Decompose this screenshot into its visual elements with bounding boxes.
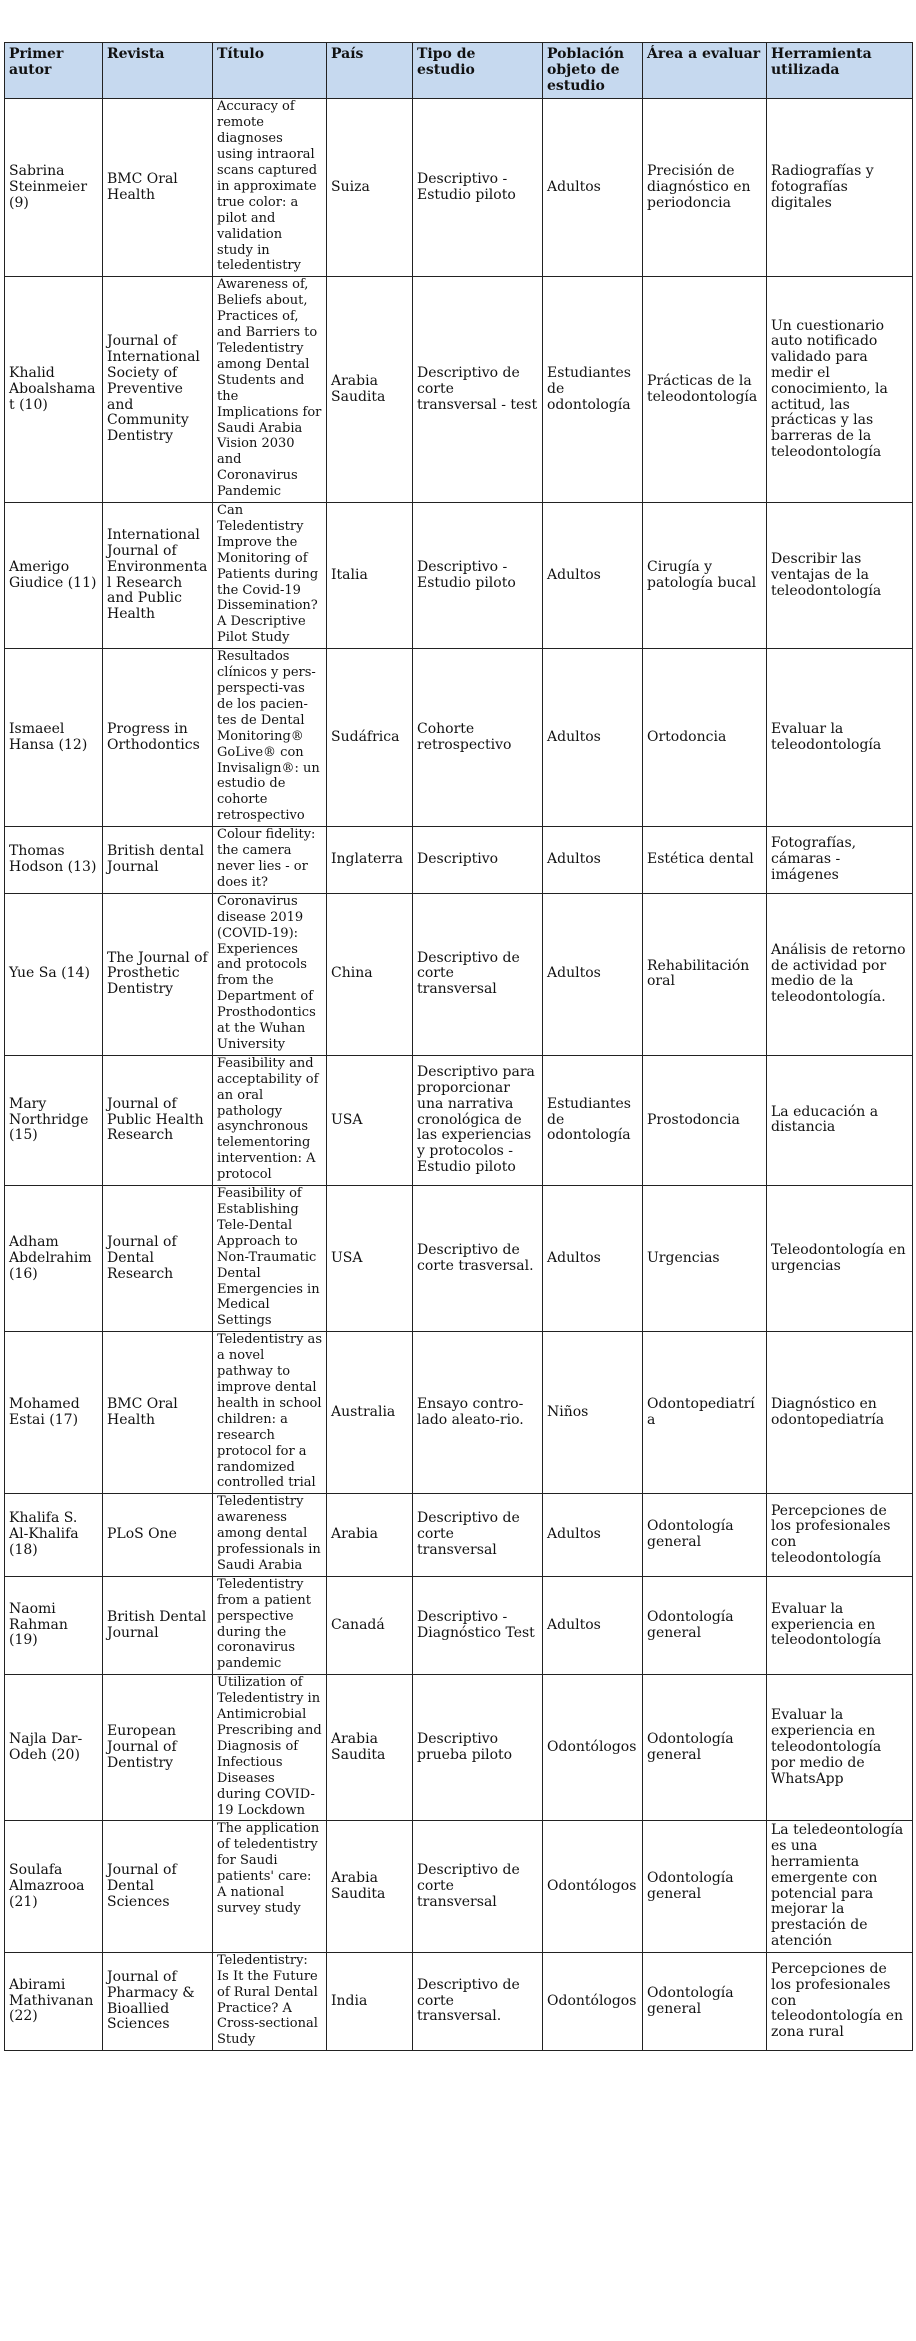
cell-revista: British dental Journal [103, 827, 213, 894]
cell-herramienta: Diagnóstico en odontopediatría [767, 1332, 913, 1494]
cell-pais: Arabia [327, 1494, 413, 1577]
cell-pais: India [327, 1952, 413, 2050]
table-row [5, 1494, 913, 1577]
cell-autor: Adham Abdelrahim (16) [5, 1186, 103, 1332]
cell-herramienta: Percepciones de los profesionales con teleodontología [767, 1494, 913, 1577]
cell-area: Odontología general [643, 1821, 767, 1952]
cell-autor: Khalid Aboalshamat (10) [5, 277, 103, 503]
cell-herramienta: Evaluar la experiencia en teleodontología [767, 1576, 913, 1674]
cell-tipo: Descriptivo - Diagnóstico Test [413, 1576, 543, 1674]
cell-titulo: Teledentistry awareness among dental professionals in Saudi Arabia [213, 1494, 327, 1577]
header-poblacion: Población objeto de estudio [543, 43, 643, 99]
cell-revista: British Dental Journal [103, 1576, 213, 1674]
cell-tipo: Descriptivo de corte transversal [413, 1494, 543, 1577]
table-row [5, 1055, 913, 1185]
cell-herramienta: Análisis de retorno de actividad por medio de la teleodontología. [767, 893, 913, 1055]
cell-herramienta: Percepciones de los profesionales con teleodontología en zona rural [767, 1952, 913, 2050]
cell-autor: Thomas Hodson (13) [5, 827, 103, 894]
cell-area: Rehabilitación oral [643, 893, 767, 1055]
table-row [5, 1186, 913, 1332]
cell-revista: International Journal of Environmental Research and Public Health [103, 503, 213, 649]
cell-herramienta: Evaluar la experiencia en teleodontología por medio de WhatsApp [767, 1675, 913, 1821]
cell-poblacion: Adultos [543, 893, 643, 1055]
header-herramienta: Herramienta utilizada [767, 43, 913, 99]
cell-titulo: Coronavirus disease 2019 (COVID-19): Experiences and protocols from the Department of Prosthodontics at the Wuhan University [213, 893, 327, 1055]
cell-autor: Abirami Mathivanan (22) [5, 1952, 103, 2050]
header-row [5, 43, 913, 99]
cell-pais: China [327, 893, 413, 1055]
table-row [5, 893, 913, 1055]
cell-area: Odontología general [643, 1675, 767, 1821]
cell-revista: Journal of International Society of Preventive and Community Dentistry [103, 277, 213, 503]
cell-autor: Ismaeel Hansa (12) [5, 649, 103, 827]
cell-pais: Arabia Saudita [327, 277, 413, 503]
cell-tipo: Descriptivo de corte trasversal. [413, 1186, 543, 1332]
cell-revista: Journal of Dental Sciences [103, 1821, 213, 1952]
cell-herramienta: Evaluar la teleodontología [767, 649, 913, 827]
cell-pais: Canadá [327, 1576, 413, 1674]
cell-poblacion: Adultos [543, 503, 643, 649]
cell-herramienta: Describir las ventajas de la teleodontología [767, 503, 913, 649]
cell-autor: Khalifa S. Al-Khalifa (18) [5, 1494, 103, 1577]
cell-pais: Inglaterra [327, 827, 413, 894]
cell-poblacion: Estudiantes de odontología [543, 277, 643, 503]
cell-revista: Journal of Pharmacy & Bioallied Sciences [103, 1952, 213, 2050]
cell-poblacion: Niños [543, 1332, 643, 1494]
cell-tipo: Descriptivo prueba piloto [413, 1675, 543, 1821]
table-row [5, 1675, 913, 1821]
cell-titulo: Feasibility and acceptability of an oral pathology asynchronous telementoring intervention: A protocol [213, 1055, 327, 1185]
cell-revista: European Journal of Dentistry [103, 1675, 213, 1821]
cell-area: Estética dental [643, 827, 767, 894]
cell-revista: The Journal of Prosthetic Dentistry [103, 893, 213, 1055]
cell-titulo: Resultados clínicos y pers-perspecti-vas de los pacien-tes de Dental Monitoring® GoLive® con Invisalign®: un estudio de cohorte retrospectivo [213, 649, 327, 827]
cell-pais: Arabia Saudita [327, 1821, 413, 1952]
cell-revista: Journal of Public Health Research [103, 1055, 213, 1185]
cell-revista: Progress in Orthodontics [103, 649, 213, 827]
cell-revista: BMC Oral Health [103, 99, 213, 277]
cell-titulo: Teledentistry: Is It the Future of Rural Dental Practice? A Cross-sectional Study [213, 1952, 327, 2050]
cell-poblacion: Adultos [543, 1186, 643, 1332]
cell-pais: Italia [327, 503, 413, 649]
cell-tipo: Descriptivo - Estudio piloto [413, 503, 543, 649]
cell-tipo: Descriptivo - Estudio piloto [413, 99, 543, 277]
cell-poblacion: Adultos [543, 827, 643, 894]
cell-autor: Mohamed Estai (17) [5, 1332, 103, 1494]
header-tipo: Tipo de estudio [413, 43, 543, 99]
cell-pais: USA [327, 1186, 413, 1332]
cell-revista: BMC Oral Health [103, 1332, 213, 1494]
header-area: Área a evaluar [643, 43, 767, 99]
cell-titulo: Teledentistry as a novel pathway to improve dental health in school children: a research protocol for a randomized controlled trial [213, 1332, 327, 1494]
header-titulo: Título [213, 43, 327, 99]
cell-area: Cirugía y patología bucal [643, 503, 767, 649]
cell-herramienta: Teleodontología en urgencias [767, 1186, 913, 1332]
table-row [5, 503, 913, 649]
cell-tipo: Descriptivo de corte transversal [413, 1821, 543, 1952]
cell-pais: USA [327, 1055, 413, 1185]
cell-herramienta: La educación a distancia [767, 1055, 913, 1185]
cell-autor: Naomi Rahman (19) [5, 1576, 103, 1674]
table-row [5, 1821, 913, 1952]
table-row [5, 1332, 913, 1494]
cell-poblacion: Odontólogos [543, 1675, 643, 1821]
table-row [5, 649, 913, 827]
header-revista: Revista [103, 43, 213, 99]
cell-titulo: Utilization of Teledentistry in Antimicrobial Prescribing and Diagnosis of Infectious Diseases during COVID-19 Lockdown [213, 1675, 327, 1821]
cell-area: Urgencias [643, 1186, 767, 1332]
cell-autor: Najla Dar-Odeh (20) [5, 1675, 103, 1821]
cell-autor: Sabrina Steinmeier (9) [5, 99, 103, 277]
cell-pais: Sudáfrica [327, 649, 413, 827]
cell-pais: Australia [327, 1332, 413, 1494]
cell-area: Prostodoncia [643, 1055, 767, 1185]
cell-revista: PLoS One [103, 1494, 213, 1577]
cell-titulo: Colour fidelity: the camera never lies - or does it? [213, 827, 327, 894]
cell-poblacion: Estudiantes de odontología [543, 1055, 643, 1185]
cell-area: Ortodoncia [643, 649, 767, 827]
cell-pais: Suiza [327, 99, 413, 277]
cell-autor: Amerigo Giudice (11) [5, 503, 103, 649]
cell-poblacion: Odontólogos [543, 1952, 643, 2050]
cell-poblacion: Adultos [543, 1494, 643, 1577]
cell-autor: Mary Northridge (15) [5, 1055, 103, 1185]
cell-tipo: Descriptivo [413, 827, 543, 894]
cell-area: Prácticas de la teleodontología [643, 277, 767, 503]
cell-autor: Yue Sa (14) [5, 893, 103, 1055]
table-row [5, 1576, 913, 1674]
cell-autor: Soulafa Almazrooa (21) [5, 1821, 103, 1952]
header-autor: Primer autor [5, 43, 103, 99]
cell-area: Odontología general [643, 1952, 767, 2050]
cell-tipo: Cohorte retrospectivo [413, 649, 543, 827]
cell-herramienta: Fotografías, cámaras - imágenes [767, 827, 913, 894]
cell-poblacion: Adultos [543, 1576, 643, 1674]
cell-titulo: The application of teledentistry for Saudi patients' care: A national survey study [213, 1821, 327, 1952]
cell-area: Precisión de diagnóstico en periodoncia [643, 99, 767, 277]
cell-titulo: Can Teledentistry Improve the Monitoring of Patients during the Covid-19 Dissemination? A Descriptive Pilot Study [213, 503, 327, 649]
cell-titulo: Accuracy of remote diagnoses using intraoral scans captured in approximate true color: a pilot and validation study in teledentistry [213, 99, 327, 277]
cell-poblacion: Adultos [543, 649, 643, 827]
cell-herramienta: La teledeontología es una herramienta emergente con potencial para mejorar la prestación de atención [767, 1821, 913, 1952]
cell-titulo: Awareness of, Beliefs about, Practices of, and Barriers to Teledentistry among Dental Students and the Implications for Saudi Arabia Vision 2030 and Coronavirus Pandemic [213, 277, 327, 503]
cell-revista: Journal of Dental Research [103, 1186, 213, 1332]
cell-herramienta: Un cuestionario auto notificado validado para medir el conocimiento, la actitud, las prácticas y las barreras de la teleodontología [767, 277, 913, 503]
cell-tipo: Descriptivo de corte transversal. [413, 1952, 543, 2050]
cell-titulo: Feasibility of Establishing Tele-Dental Approach to Non-Traumatic Dental Emergencies in Medical Settings [213, 1186, 327, 1332]
table-row [5, 277, 913, 503]
cell-herramienta: Radiografías y fotografías digitales [767, 99, 913, 277]
cell-tipo: Descriptivo de corte transversal - test [413, 277, 543, 503]
header-pais: País [327, 43, 413, 99]
cell-area: Odontología general [643, 1494, 767, 1577]
studies-table [4, 42, 913, 2051]
cell-area: Odontología general [643, 1576, 767, 1674]
table-row [5, 99, 913, 277]
cell-poblacion: Adultos [543, 99, 643, 277]
cell-tipo: Descriptivo de corte transversal [413, 893, 543, 1055]
cell-area: Odontopediatría [643, 1332, 767, 1494]
table-row [5, 827, 913, 894]
cell-poblacion: Odontólogos [543, 1821, 643, 1952]
cell-pais: Arabia Saudita [327, 1675, 413, 1821]
cell-titulo: Teledentistry from a patient perspective during the coronavirus pandemic [213, 1576, 327, 1674]
cell-tipo: Ensayo contro-lado aleato-rio. [413, 1332, 543, 1494]
cell-tipo: Descriptivo para proporcionar una narrativa cronológica de las experiencias y protocolos - Estudio piloto [413, 1055, 543, 1185]
table-row [5, 1952, 913, 2050]
